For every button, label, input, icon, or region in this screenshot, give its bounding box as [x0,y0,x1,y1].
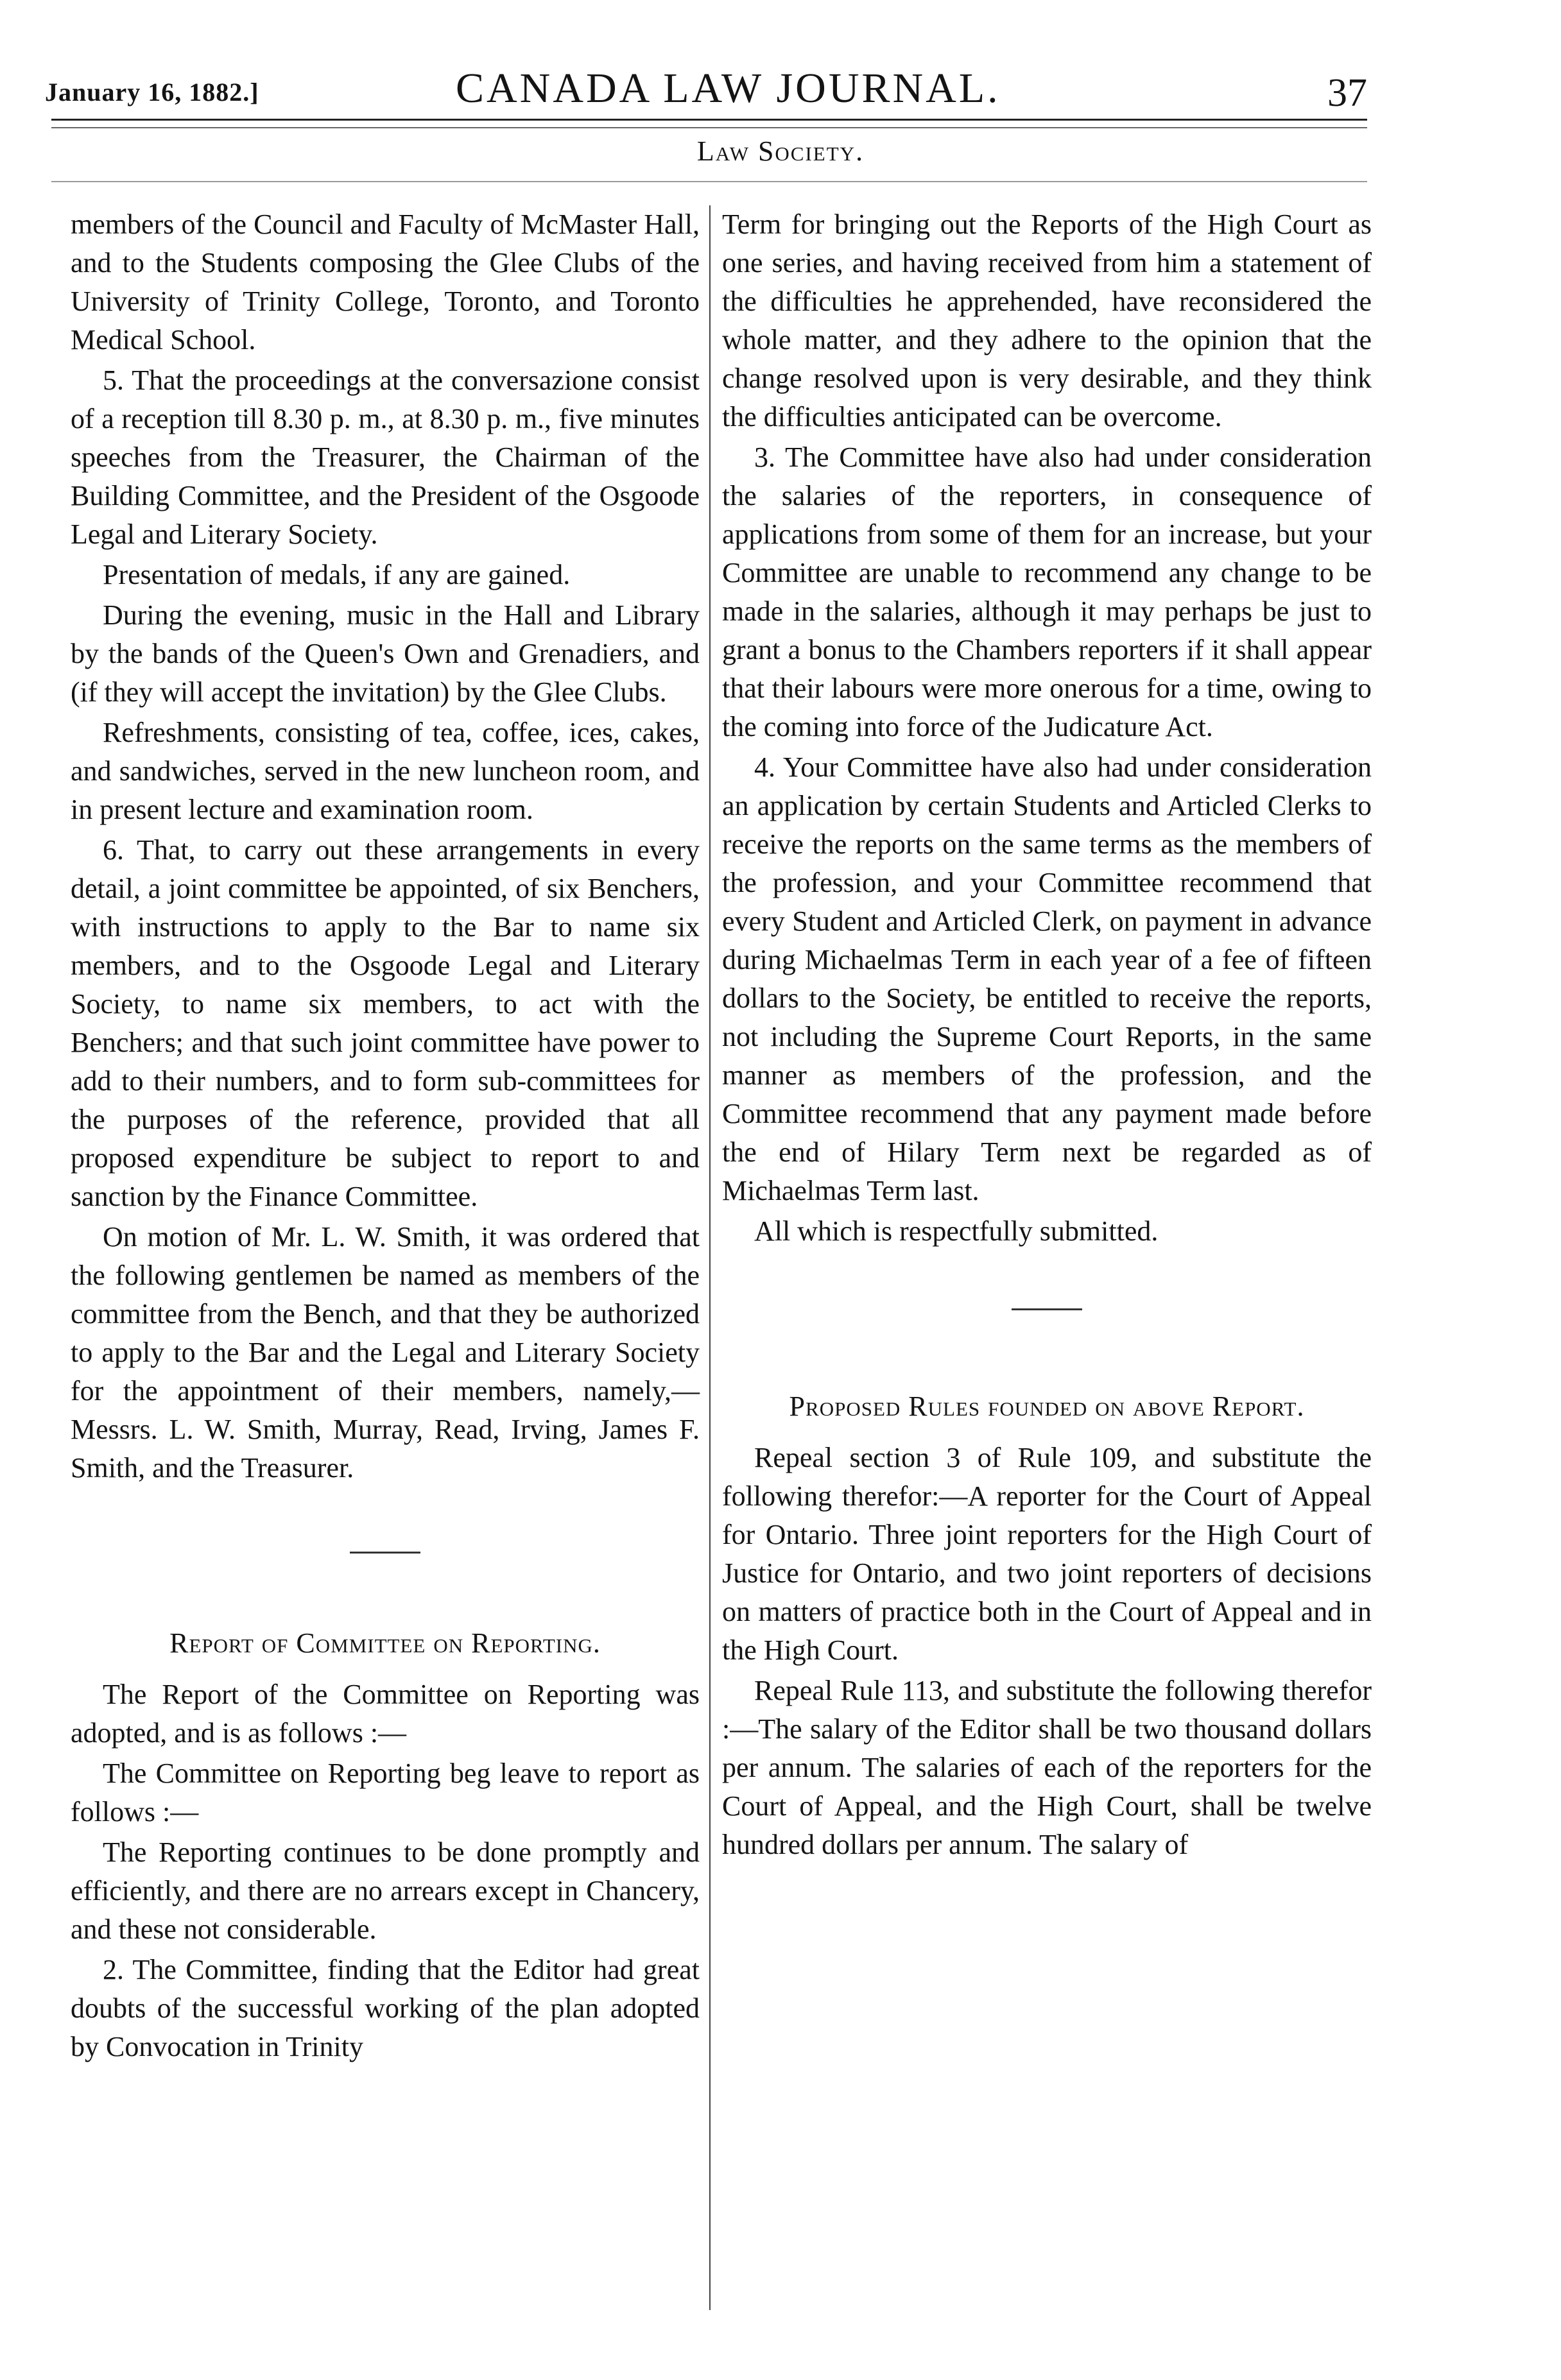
paragraph: During the evening, music in the Hall and Library by the bands of the Queen's Own and Grenadiers, and (if they will accept the invitation) by the Glee Clubs. [71,599,700,708]
separator-rule [350,1552,420,1554]
issue-date: January 16, 1882.] [45,78,259,107]
paragraph: Repeal Rule 113, and substitute the following therefor :—The salary of the Editor shall be two thousand dollars per annum. The salaries of each of the reporters for the Court of Appeal, and the High Court, shall be twelve hundred dollars per annum. The salary of [722,1675,1372,1860]
paragraph: Repeal section 3 of Rule 109, and substitute the following therefor:—A reporter for the Court of Appeal for Ontario. Three joint reporters for the High Court of Justice for Ontario, and two joint reporters of decisions on matters of practice both in the Court of Appeal and in the High Court. [722,1442,1372,1666]
paragraph: 2. The Committee, finding that the Editor had great doubts of the successful working of the plan adopted by Convocation in Trinity [71,1954,700,2062]
paragraph: On motion of Mr. L. W. Smith, it was ordered that the following gentlemen be named as members of the committee from the Bench, and that they be authorized to apply to the Bar and the Legal and Literary Society for the appointment of their members, namely,—Messrs. L. W. Smith, Murray, Read, Irving, James F. Smith, and the Treasurer. [71,1221,700,1484]
column-divider [709,205,711,2310]
section-rule [51,181,1367,182]
paragraph: 4. Your Committee have also had under consideration an application by certain Students and Articled Clerks to receive the reports on the same terms as the members of the profession, and your Committee recommend that every Student and Articled Clerk, on payment in advance during Michaelmas Term in each year of a fee of fifteen dollars to the Society, be entitled to receive the reports, not including the Supreme Court Reports, in the same manner as members of the profession, and the Committee recommend that any payment made before the end of Hilary Term next be regarded as of Michaelmas Term last. [722,751,1372,1206]
paragraph: 5. That the proceedings at the conversazione consist of a reception till 8.30 p. m., at 8.30 p. m., five minutes speeches from the Treasurer, the Chairman of the Building Committee, and the President of the Osgoode Legal and Literary Society. [71,364,700,550]
paragraph: Term for bringing out the Reports of the High Court as one series, and having received from him a statement of the difficulties he apprehended, have reconsidered the whole matter, and they adhere to the opinion that the change resolved upon is very desirable, and they think the difficulties anticipated can be overcome. [722,209,1372,432]
paragraph: The Reporting continues to be done promptly and efficiently, and there are no arrears except in Chancery, and these not considerable. [71,1836,700,1945]
report-heading: Report of Committee on Reporting. [169,1627,601,1659]
paragraph: members of the Council and Faculty of McMaster Hall, and to the Students composing the Glee Clubs of the University of Trinity College, Toronto, and Toronto Medical School. [71,209,700,355]
paragraph: Presentation of medals, if any are gained. [103,559,571,590]
rules-heading: Proposed Rules founded on above Report. [789,1391,1305,1422]
header-rule-thin [51,127,1367,128]
right-column [722,205,1372,1866]
separator-rule [1012,1308,1082,1310]
running-head [45,51,1367,122]
journal-title: CANADA LAW JOURNAL. [456,65,1001,112]
paragraph: The Report of the Committee on Reporting was adopted, and is as follows :— [71,1679,700,1749]
paragraph: Refreshments, consisting of tea, coffee, ices, cakes, and sandwiches, served in the new luncheon room, and in present lecture and examination room. [71,717,700,825]
paragraph: All which is respectfully submitted. [754,1215,1159,1247]
section-heading: Law Society. [696,135,865,167]
paragraph: The Committee on Reporting beg leave to report as follows :— [71,1758,700,1828]
page-number: 37 [1327,71,1367,115]
left-column [71,205,700,2068]
paragraph: 6. That, to carry out these arrangements in every detail, a joint committee be appointed, of six Benchers, with instructions to apply to the Bar to name six members, and to the Osgoode Legal and Literary Society, to name six members, to act with the Benchers; and that such joint committee have power to add to their numbers, and to form sub-committees for the purposes of the reference, provided that all proposed expenditure be subject to report to and sanction by the Finance Committee. [71,834,700,1212]
header-rule [51,119,1367,121]
paragraph: 3. The Committee have also had under consideration the salaries of the reporters, in consequence of applications from some of them for an increase, but your Committee are unable to recommend any change to be made in the salaries, although it may perhaps be just to grant a bonus to the Chambers reporters if it shall appear that their labours were more onerous for a time, owing to the coming into force of the Judicature Act. [722,441,1372,742]
